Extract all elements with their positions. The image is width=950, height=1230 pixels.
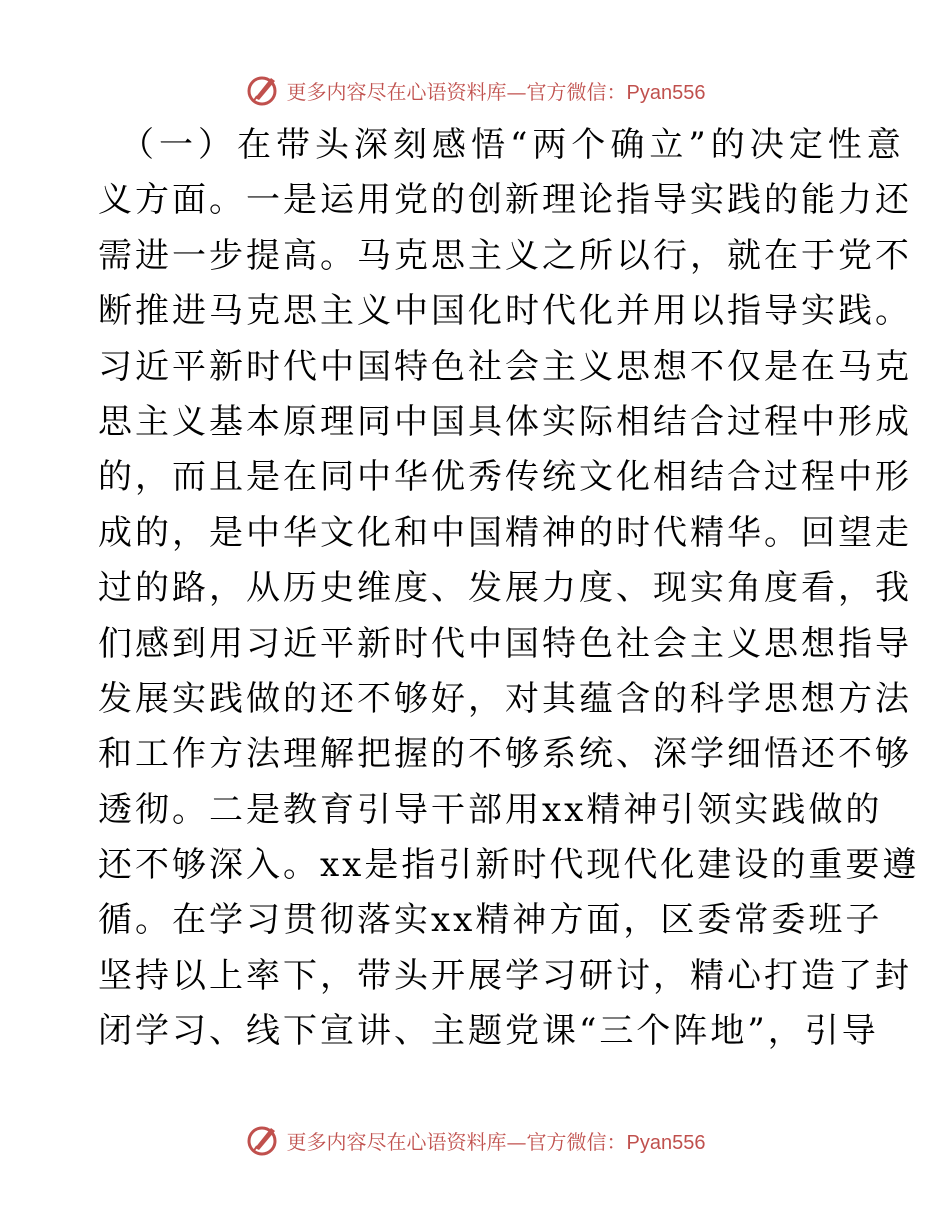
body-line: 透彻。二是教育引导干部用xx精神引领实践做的	[98, 789, 883, 830]
body-line: 成的，是中华文化和中国精神的时代精华。回望走	[98, 512, 912, 553]
body-line: 们感到用习近平新时代中国特色社会主义思想指导	[98, 623, 912, 664]
watermark-separator: —	[506, 79, 527, 104]
body-line: 坚持以上率下，带头开展学习研讨，精心打造了封	[98, 955, 912, 996]
body-line: 过的路，从历史维度、发展力度、现实角度看，我	[98, 568, 912, 609]
body-line: （一）在带头深刻感悟“两个确立”的决定性意	[120, 125, 906, 165]
feather-pen-logo-icon	[245, 1122, 281, 1158]
watermark-brand: 更多内容尽在心语资料库	[286, 1129, 507, 1154]
body-line: 义方面。一是运用党的创新理论指导实践的能力还	[98, 180, 912, 221]
body-line: 发展实践做的还不够好，对其蕴含的科学思想方法	[98, 678, 912, 719]
body-line: 循。在学习贯彻落实xx精神方面，区委常委班子	[98, 900, 883, 941]
body-line: 和工作方法理解把握的不够系统、深学细悟还不够	[98, 734, 912, 775]
watermark-wechat-id: Pyan556	[626, 1131, 706, 1154]
watermark-official: 官方微信：	[526, 79, 627, 104]
body-line: 断推进马克思主义中国化时代化并用以指导实践。	[98, 291, 912, 332]
watermark-text	[287, 76, 706, 105]
footer-watermark	[0, 1120, 950, 1160]
header-watermark	[0, 70, 950, 110]
watermark-brand: 更多内容尽在心语资料库	[286, 79, 507, 104]
body-line: 的，而且是在同中华优秀传统文化相结合过程中形	[98, 457, 912, 498]
body-line: 需进一步提高。马克思主义之所以行，就在于党不	[98, 235, 912, 276]
feather-pen-logo-icon	[245, 72, 281, 108]
body-line: 思主义基本原理同中国具体实际相结合过程中形成	[98, 401, 912, 442]
body-line: 习近平新时代中国特色社会主义思想不仅是在马克	[98, 346, 912, 387]
watermark-text	[287, 1126, 706, 1155]
watermark-separator: —	[506, 1129, 527, 1154]
body-line: 闭学习、线下宣讲、主题党课“三个阵地”，引导	[98, 1011, 879, 1052]
watermark-wechat-id: Pyan556	[626, 81, 706, 104]
watermark-official: 官方微信：	[526, 1129, 627, 1154]
body-line: 还不够深入。xx是指引新时代现代化建设的重要遵	[98, 845, 920, 886]
document-body	[98, 118, 920, 1060]
